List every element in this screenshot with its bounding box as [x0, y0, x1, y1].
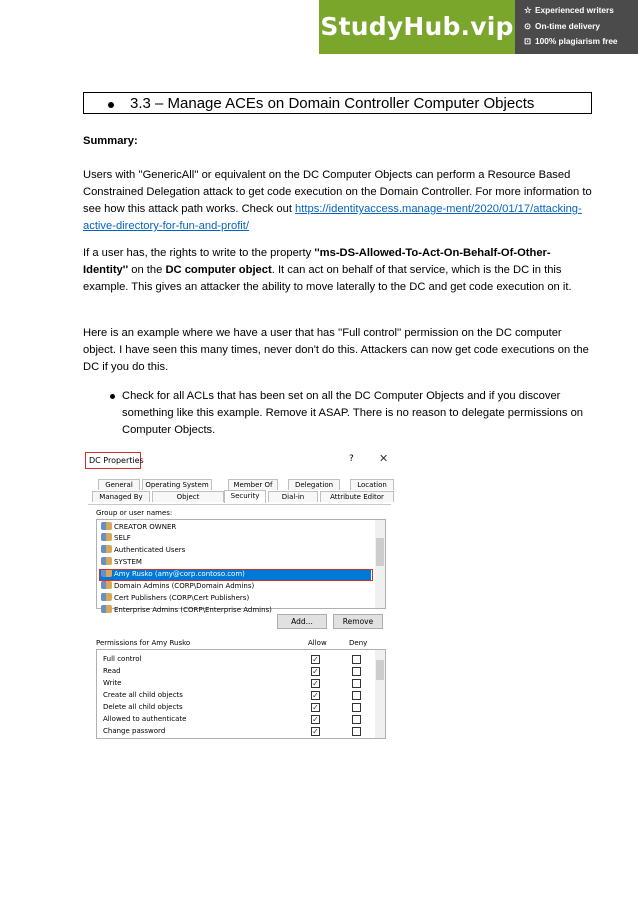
group-icon: [101, 557, 112, 565]
allow-checkbox[interactable]: ✓: [312, 667, 319, 676]
tab-managed-by[interactable]: Managed By: [92, 491, 150, 502]
tab-operating-system[interactable]: Operating System: [142, 479, 212, 490]
feature-list: [524, 3, 636, 50]
tabs-row-bottom: [88, 491, 393, 503]
permission-row: Full control: [103, 655, 142, 663]
tab-security[interactable]: Security: [224, 490, 266, 503]
tab-location[interactable]: Location: [350, 479, 394, 490]
allow-checkbox[interactable]: ✓: [312, 715, 319, 724]
paragraph-text: . It can act on behalf of that service, which is the DC in this example. This gives an attacker the ability to move laterally to the DC and get code execution on it.: [83, 264, 572, 293]
tab-dial-in[interactable]: Dial-in: [268, 491, 318, 502]
paragraph-text: If a user has, the rights to write to the property: [83, 247, 315, 259]
user-name: Cert Publishers (CORP\Cert Publishers): [114, 594, 250, 602]
property-name: ''ms-DS-Allowed-To-Act-On-Behalf-Of-Other-Identity'': [83, 247, 551, 276]
tab-attribute-editor[interactable]: Attribute Editor: [320, 491, 394, 502]
permission-row: Write: [103, 679, 122, 687]
deny-checkbox[interactable]: [352, 655, 361, 664]
tab-delegation[interactable]: Delegation: [288, 479, 340, 490]
star-icon: ☆: [524, 5, 532, 15]
add-button[interactable]: Add...: [277, 614, 327, 629]
group-icon: [101, 593, 112, 601]
permission-row: Read: [103, 667, 121, 675]
feature-text: 100% plagiarism free: [535, 36, 618, 46]
deny-checkbox[interactable]: [352, 703, 361, 712]
user-name: SELF: [114, 534, 131, 542]
tab-member-of[interactable]: Member Of: [228, 479, 278, 490]
list-item[interactable]: [101, 522, 176, 533]
feature-text: Experienced writers: [535, 5, 614, 15]
group-label: Group or user names:: [96, 509, 173, 517]
group-icon: [101, 605, 112, 613]
user-list-scrollbar[interactable]: [375, 520, 385, 608]
user-name: Amy Rusko (amy@corp.contoso.com): [114, 570, 245, 578]
group-icon: [101, 522, 112, 530]
section-heading-box: [83, 92, 592, 114]
permission-row: Change password: [103, 727, 166, 735]
user-list[interactable]: [96, 519, 386, 614]
feature-item: [524, 19, 636, 35]
clock-icon: ⊙: [524, 20, 531, 31]
bullet-icon: [108, 102, 114, 108]
bullet-text: Check for all ACLs that has been set on all the DC Computer Objects and if you discover something like this example. Remove it ASAP. There is no reason to delegate permissions on Computer Objects.: [122, 390, 584, 436]
permission-row: Delete all child objects: [103, 703, 183, 711]
list-item[interactable]: [101, 605, 272, 616]
deny-checkbox[interactable]: [352, 715, 361, 724]
reference-link[interactable]: https://identityaccess.manage-ment/2020/01/17/attacking-active-directory-for-fun-and-profit/: [83, 203, 582, 232]
permissions-scrollbar[interactable]: [375, 650, 385, 738]
deny-checkbox[interactable]: [352, 679, 361, 688]
user-name: Domain Admins (CORP\Domain Admins): [114, 582, 255, 590]
paragraph-intro: [83, 167, 595, 235]
allow-column-header: Allow: [308, 639, 327, 647]
remove-button[interactable]: Remove: [333, 614, 383, 629]
paragraph-text: on the: [128, 264, 166, 276]
list-item[interactable]: [101, 545, 185, 556]
scrollbar-thumb[interactable]: [376, 538, 384, 566]
paragraph-property: [83, 245, 595, 296]
feature-item: [524, 34, 636, 50]
studyhub-banner: [319, 0, 638, 54]
list-item[interactable]: [101, 593, 249, 604]
section-heading: 3.3 – Manage ACEs on Domain Controller Computer Objects: [130, 95, 535, 112]
deny-checkbox[interactable]: [352, 727, 361, 736]
allow-checkbox[interactable]: ✓: [312, 691, 319, 700]
help-icon[interactable]: ?: [349, 454, 354, 464]
feature-text: On-time delivery: [535, 20, 601, 31]
scrollbar-thumb[interactable]: [376, 660, 384, 680]
allow-checkbox[interactable]: ✓: [312, 703, 319, 712]
summary-label: Summary:: [83, 135, 138, 147]
tab-general[interactable]: General: [98, 479, 140, 490]
selection-highlight: [99, 569, 373, 581]
close-icon[interactable]: ✕: [379, 452, 389, 465]
dialog-title: DC Properties: [85, 452, 141, 469]
allow-checkbox[interactable]: ✓: [312, 727, 319, 736]
dc-properties-dialog: [84, 448, 395, 736]
object-name: DC computer object: [165, 264, 272, 276]
feature-item: [524, 3, 636, 19]
permissions-list: [96, 649, 386, 739]
list-item[interactable]: [101, 557, 142, 568]
user-name: CREATOR OWNER: [114, 523, 177, 531]
group-icon: [101, 545, 112, 553]
paragraph-text: Users with ''GenericAll'' or equivalent on the DC Computer Objects can perform a Resource Based Constrained Delegation attack to get code execution on the Domain Controller. For more information to see how this attack path works. Check out: [83, 169, 592, 215]
user-name: Authenticated Users: [114, 546, 186, 554]
permission-row: Allowed to authenticate: [103, 715, 187, 723]
permissions-label: Permissions for Amy Rusko: [96, 639, 191, 647]
user-name: SYSTEM: [114, 558, 142, 566]
list-item[interactable]: [101, 581, 254, 592]
bullet-icon: [110, 394, 115, 399]
group-icon: [101, 533, 112, 541]
allow-checkbox[interactable]: ✓: [312, 655, 319, 664]
studyhub-logo: StudyHub.vip: [319, 0, 515, 54]
permission-row: Create all child objects: [103, 691, 183, 699]
tab-divider: [88, 504, 391, 505]
group-icon: [101, 581, 112, 589]
deny-column-header: Deny: [349, 639, 368, 647]
list-item[interactable]: [101, 533, 131, 544]
deny-checkbox[interactable]: [352, 691, 361, 700]
deny-checkbox[interactable]: [352, 667, 361, 676]
user-name: Enterprise Admins (CORP\Enterprise Admins): [114, 606, 272, 614]
allow-checkbox[interactable]: ✓: [312, 679, 319, 688]
document-icon: ⊡: [524, 36, 531, 46]
paragraph-example: Here is an example where we have a user that has ''Full control'' permission on the DC computer object. I have seen this many times, never don't do this. Attackers can now get code executions on the DC if you do this.: [83, 327, 589, 373]
tab-object[interactable]: Object: [152, 491, 224, 502]
